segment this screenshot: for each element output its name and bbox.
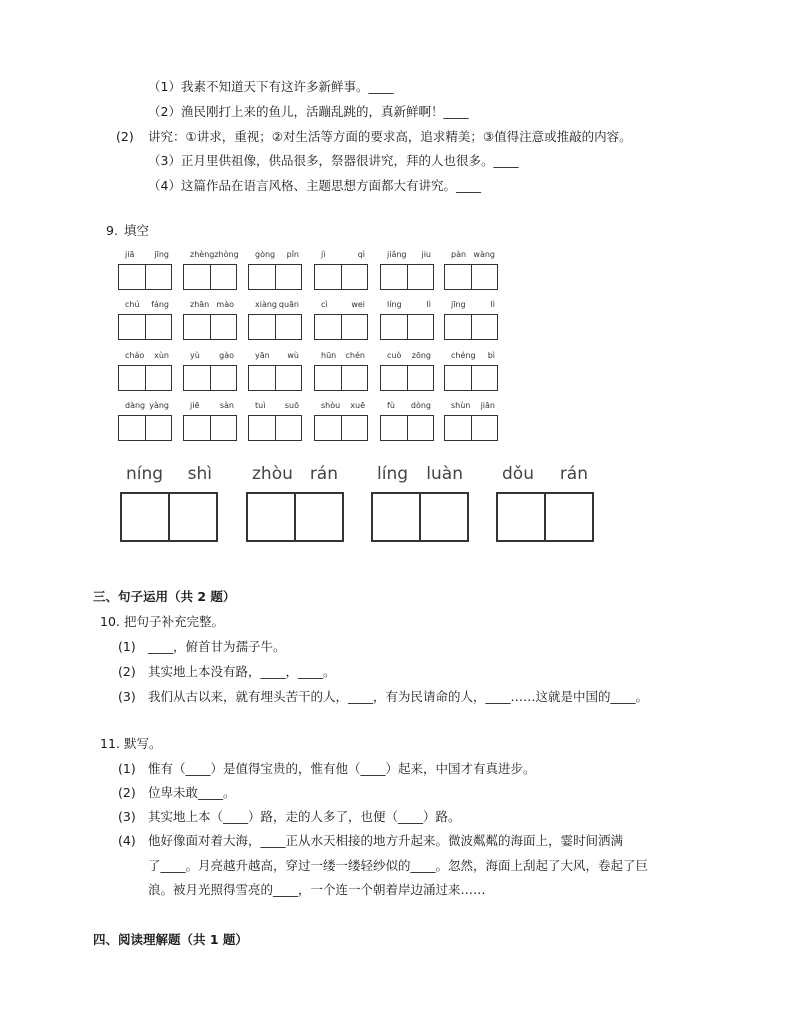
answer-box[interactable]: [118, 415, 172, 441]
q8-line-4: （3）正月里供祖像，供品很多，祭器很讲究，拜的人也很多。____: [148, 153, 519, 168]
pinyin-syllable: cì: [321, 300, 328, 309]
pinyin-label: [380, 401, 437, 413]
answer-box[interactable]: [246, 492, 344, 542]
q10-item-1-number: (1): [118, 639, 136, 654]
q10-item-3-number: (3): [118, 689, 136, 704]
pinyin-label: [118, 464, 218, 488]
answer-box[interactable]: [248, 314, 302, 340]
pinyin-syllable: zhèng: [190, 250, 215, 259]
pinyin-syllable: dǒu: [502, 464, 534, 484]
pinyin-syllable: jiē: [190, 401, 200, 410]
pinyin-syllable: jiǎng: [387, 250, 407, 259]
answer-box[interactable]: [183, 314, 237, 340]
answer-box[interactable]: [248, 415, 302, 441]
pinyin-label: [183, 351, 240, 363]
q8-line-5: （4）这篇作品在语言风格、主题思想方面都大有讲究。____: [148, 178, 481, 193]
q11-item-4-line-2: 了____。月亮越升越高，穿过一缕一缕轻纱似的____。忽然，海面上刮起了大风，卷起了巨: [148, 858, 649, 873]
pinyin-label: [183, 250, 240, 262]
pinyin-syllable: suō: [284, 401, 299, 410]
pinyin-syllable: líng: [377, 464, 409, 484]
pinyin-syllable: shòu: [321, 401, 341, 410]
pinyin-syllable: cuò: [387, 351, 402, 360]
q8-line-2: （2）渔民刚打上来的鱼儿，活蹦乱跳的，真新鲜啊！____: [148, 104, 469, 119]
q10-item-1: ____，俯首甘为孺子牛。: [148, 639, 286, 654]
pinyin-label: [118, 401, 175, 413]
pinyin-syllable: cháo: [125, 351, 145, 360]
answer-box[interactable]: [496, 492, 594, 542]
pinyin-syllable: dàng: [125, 401, 146, 410]
answer-box[interactable]: [183, 415, 237, 441]
pinyin-syllable: hūn: [321, 351, 337, 360]
q11-item-2: 位卑未敢____。: [148, 785, 236, 800]
pinyin-syllable: jiu: [421, 250, 431, 259]
q10-item-2: 其实地上本没有路，____，____。: [148, 664, 336, 679]
q10-item-3: 我们从古以来，就有埋头苦干的人，____，有为民请命的人，____……这就是中国的____。: [148, 689, 649, 704]
answer-box[interactable]: [444, 365, 498, 391]
pinyin-syllable: qì: [357, 250, 365, 259]
pinyin-syllable: wei: [351, 300, 365, 309]
pinyin-syllable: mào: [216, 300, 234, 309]
answer-box[interactable]: [183, 365, 237, 391]
pinyin-syllable: bì: [487, 351, 495, 360]
pinyin-label: [118, 351, 175, 363]
pinyin-syllable: zhòu: [252, 464, 293, 484]
pinyin-label: [118, 250, 175, 262]
q8-item-number: (2): [116, 129, 134, 144]
pinyin-syllable: jīng: [451, 300, 466, 309]
q10-title: 把句子补充完整。: [124, 614, 225, 629]
pinyin-label: [248, 401, 305, 413]
pinyin-syllable: gào: [219, 351, 234, 360]
pinyin-syllable: rán: [559, 464, 588, 484]
answer-box[interactable]: [118, 264, 172, 290]
pinyin-syllable: sàn: [219, 401, 234, 410]
pinyin-syllable: yù: [190, 351, 200, 360]
pinyin-syllable: gòng: [255, 250, 276, 259]
q9-title: 填空: [124, 223, 150, 238]
pinyin-syllable: jiā: [125, 250, 135, 259]
answer-box[interactable]: [118, 365, 172, 391]
q11-item-3: 其实地上本（____）路，走的人多了，也便（____）路。: [148, 809, 461, 824]
pinyin-label: [444, 401, 501, 413]
pinyin-label: [444, 250, 501, 262]
pinyin-syllable: shì: [187, 464, 212, 484]
q8-line-3: 讲究：①讲求，重视；②对生活等方面的要求高，追求精美；③值得注意或推敲的内容。: [148, 129, 632, 144]
pinyin-label: [380, 300, 437, 312]
pinyin-syllable: níng: [126, 464, 164, 484]
pinyin-label: [314, 351, 371, 363]
pinyin-label: [369, 464, 469, 488]
q11-item-4-line-3: 浪。被月光照得雪亮的____，一个连一个朝着岸边涌过来……: [148, 882, 486, 897]
pinyin-syllable: jīng: [154, 250, 169, 259]
q11-item-4: 他好像面对着大海，____正从水天相接的地方升起来。微波粼粼的海面上，霎时间洒满: [148, 833, 624, 848]
answer-box[interactable]: [118, 314, 172, 340]
pinyin-syllable: xuē: [350, 401, 365, 410]
pinyin-syllable: pàn: [451, 250, 467, 259]
q9-number: 9.: [106, 223, 118, 238]
pinyin-label: [183, 300, 240, 312]
answer-box[interactable]: [444, 415, 498, 441]
pinyin-syllable: lì: [490, 300, 495, 309]
pinyin-label: [444, 300, 501, 312]
answer-box[interactable]: [444, 264, 498, 290]
pinyin-syllable: fáng: [151, 300, 169, 309]
pinyin-label: [248, 250, 305, 262]
answer-box[interactable]: [314, 415, 368, 441]
q11-item-4-number: (4): [118, 833, 136, 848]
answer-box[interactable]: [248, 365, 302, 391]
pinyin-syllable: lì: [426, 300, 431, 309]
section-4-heading: 四、阅读理解题（共 1 题）: [93, 932, 248, 947]
pinyin-label: [248, 300, 305, 312]
answer-box[interactable]: [444, 314, 498, 340]
answer-box[interactable]: [183, 264, 237, 290]
answer-box[interactable]: [371, 492, 469, 542]
pinyin-syllable: luàn: [426, 464, 463, 484]
pinyin-syllable: chéng: [451, 351, 476, 360]
pinyin-label: [248, 351, 305, 363]
q10-item-2-number: (2): [118, 664, 136, 679]
pinyin-label: [314, 300, 371, 312]
pinyin-syllable: wù: [287, 351, 299, 360]
pinyin-syllable: zhān: [190, 300, 210, 309]
pinyin-label: [244, 464, 344, 488]
pinyin-label: [183, 401, 240, 413]
pinyin-syllable: fù: [387, 401, 395, 410]
answer-box[interactable]: [248, 264, 302, 290]
pinyin-syllable: jiān: [480, 401, 495, 410]
q11-item-2-number: (2): [118, 785, 136, 800]
section-3-heading: 三、句子运用（共 2 题）: [93, 589, 236, 604]
pinyin-label: [314, 401, 371, 413]
pinyin-syllable: líng: [387, 300, 402, 309]
answer-box[interactable]: [314, 314, 368, 340]
q11-title: 默写。: [124, 736, 162, 751]
answer-box[interactable]: [380, 264, 434, 290]
pinyin-syllable: zōng: [411, 351, 431, 360]
pinyin-label: [494, 464, 594, 488]
pinyin-syllable: yān: [255, 351, 270, 360]
pinyin-syllable: shùn: [451, 401, 471, 410]
pinyin-syllable: chú: [125, 300, 140, 309]
q11-item-3-number: (3): [118, 809, 136, 824]
pinyin-syllable: zhòng: [214, 250, 239, 259]
pinyin-syllable: xiàng: [255, 300, 278, 309]
answer-box[interactable]: [380, 415, 434, 441]
pinyin-syllable: wàng: [473, 250, 495, 259]
answer-box[interactable]: [314, 264, 368, 290]
answer-box[interactable]: [380, 314, 434, 340]
pinyin-syllable: jì: [321, 250, 326, 259]
pinyin-syllable: dòng: [410, 401, 431, 410]
answer-box[interactable]: [380, 365, 434, 391]
q8-line-1: （1）我素不知道天下有这许多新鲜事。____: [148, 79, 394, 94]
pinyin-label: [444, 351, 501, 363]
pinyin-syllable: yàng: [149, 401, 169, 410]
pinyin-syllable: rán: [309, 464, 338, 484]
pinyin-syllable: quān: [278, 300, 299, 309]
q11-number: 11.: [100, 736, 120, 751]
pinyin-syllable: pǐn: [286, 250, 299, 259]
pinyin-label: [380, 351, 437, 363]
q11-item-1: 惟有（____）是值得宝贵的，惟有他（____）起来，中国才有真进步。: [148, 761, 536, 776]
answer-box[interactable]: [314, 365, 368, 391]
pinyin-label: [118, 300, 175, 312]
pinyin-label: [314, 250, 371, 262]
pinyin-syllable: chén: [345, 351, 365, 360]
q10-number: 10.: [100, 614, 120, 629]
q11-item-1-number: (1): [118, 761, 136, 776]
pinyin-syllable: xùn: [154, 351, 169, 360]
pinyin-syllable: tuì: [255, 401, 266, 410]
pinyin-label: [380, 250, 437, 262]
answer-box[interactable]: [120, 492, 218, 542]
